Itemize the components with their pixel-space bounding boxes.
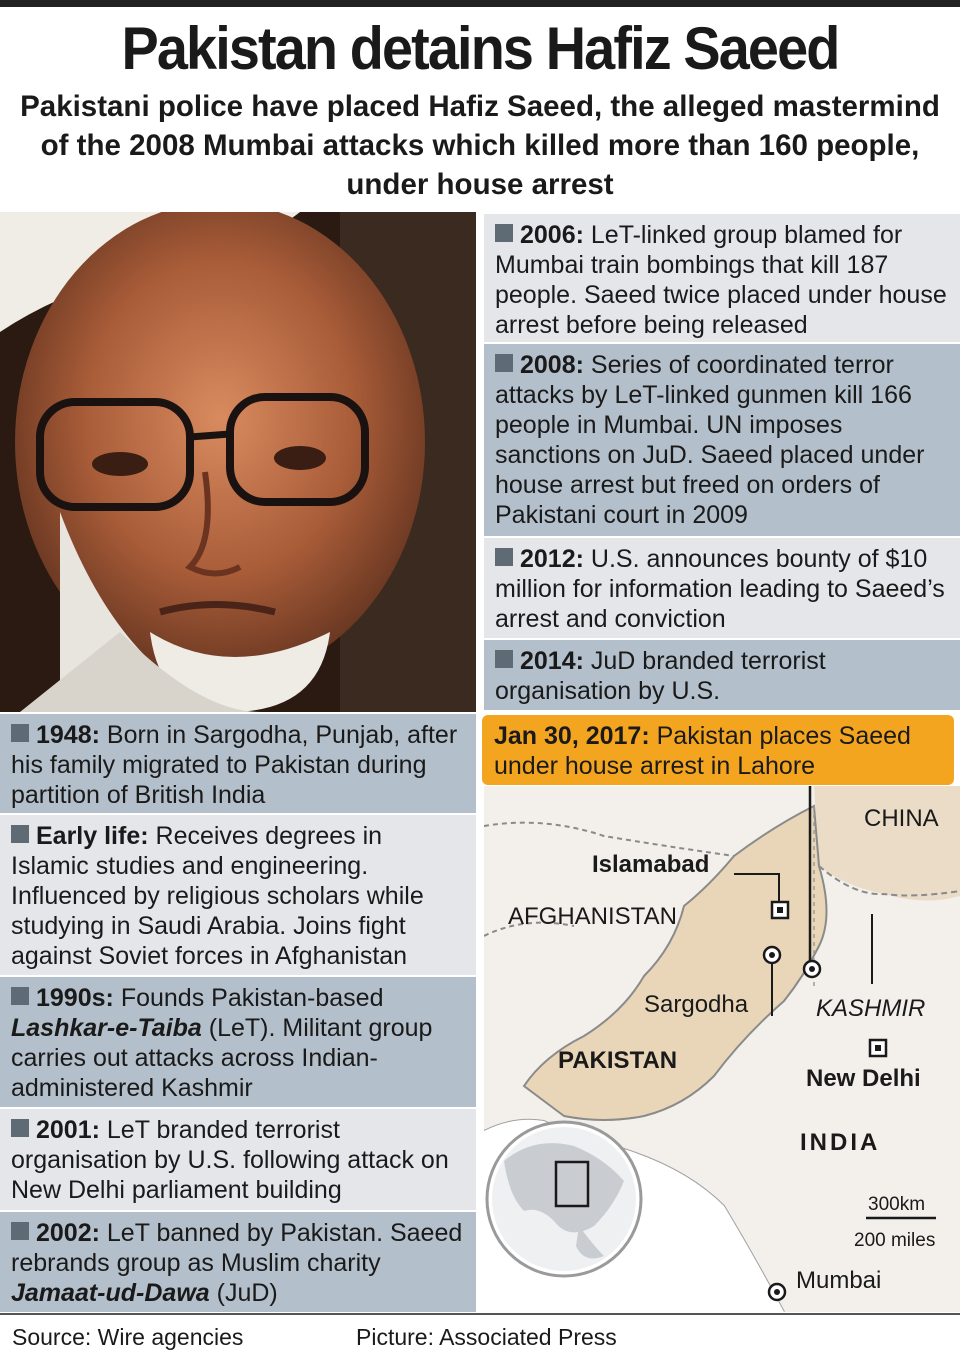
timeline-entry-2006 [484,214,960,342]
entry-year: 2012: [520,545,584,573]
bullet-square-icon [11,1222,29,1240]
entry-year: 2001: [36,1116,100,1144]
entry-text: Born in Sargodha, Punjab, after his family migrated to Pakistan during partition of British India [11,721,458,809]
highlight-box-2017 [482,715,954,785]
entry-year: 2006: [520,221,584,249]
label-china: CHINA [864,805,939,832]
bullet-square-icon [495,354,513,372]
label-mumbai: Mumbai [796,1267,882,1294]
footer [0,1313,960,1362]
entry-year: 2002: [36,1219,100,1247]
label-afghanistan: AFGHANISTAN [508,903,677,930]
scale-km: 300km [868,1194,926,1215]
timeline-entry-2001 [0,1109,476,1210]
entry-year: Early life: [36,822,149,850]
entry-year: 2008: [520,351,584,379]
bullet-square-icon [11,825,29,843]
globe-inset-icon [487,1122,641,1276]
scale-miles: 200 miles [854,1230,936,1251]
label-new-delhi: New Delhi [806,1065,921,1092]
bullet-square-icon [495,548,513,566]
top-rule [0,0,960,7]
entry-year: 2014: [520,647,584,675]
subheadline: Pakistani police have placed Hafiz Saeed, the alleged mastermind of the 2008 Mumbai attacks which killed more than 160 people, under house arrest [20,90,940,201]
timeline-entry-early-life [0,815,476,975]
label-sargodha: Sargodha [644,991,749,1018]
headline: Pakistan detains Hafiz Saeed [121,15,839,82]
label-india: INDIA [800,1129,881,1156]
region-map [484,786,960,1312]
portrait-photo [0,212,476,712]
entry-text: (LeT). Militant group carries out attacks across Indian-administered Kashmir [11,1014,433,1102]
timeline-entry-1948 [0,714,476,813]
entry-text: LeT-linked group blamed for Mumbai train bombings that kill 187 people. Saeed twice placed under house arrest before being released [495,221,947,339]
label-pakistan: PAKISTAN [558,1047,678,1074]
bullet-square-icon [11,987,29,1005]
label-islamabad: Islamabad [592,851,710,878]
entry-text: U.S. announces bounty of $10 million for information leading to Saeed’s arrest and conviction [495,545,945,633]
entry-text: Founds Pakistan-based [120,984,384,1012]
bullet-square-icon [11,724,29,742]
bullet-square-icon [495,224,513,242]
entry-text: (JuD) [216,1279,278,1307]
entry-text: Series of coordinated terror attacks by LeT-linked gunmen kill 166 people in Mumbai. UN imposes sanctions on JuD. Saeed placed under house arrest but freed on orders of Pakistani court in 2009 [495,351,925,529]
highlight-date: Jan 30, 2017: [494,722,650,750]
portrait-illustration [0,212,476,712]
timeline-entry-2002 [0,1212,476,1312]
entry-text: JuD branded terrorist organisation by U.S. [495,647,826,705]
picture-credit: Picture: Associated Press [356,1324,617,1350]
entry-text: LeT branded terrorist organisation by U.S. following attack on New Delhi parliament building [11,1116,449,1204]
entry-emphasis: Lashkar-e-Taiba [11,1014,202,1042]
timeline-entry-2008 [484,344,960,536]
entry-year: 1990s: [36,984,114,1012]
highlight-text: Pakistan places Saeed under house arrest in Lahore [494,722,911,780]
entry-year: 1948: [36,721,100,749]
entry-text: LeT banned by Pakistan. Saeed rebrands group as Muslim charity [11,1219,463,1277]
timeline-entry-2014 [484,640,960,710]
bullet-square-icon [495,650,513,668]
timeline-entry-1990s [0,977,476,1107]
label-kashmir: KASHMIR [816,995,926,1022]
source-credit: Source: Wire agencies [12,1324,244,1350]
bullet-square-icon [11,1119,29,1137]
entry-emphasis: Jamaat-ud-Dawa [11,1279,210,1307]
timeline-entry-2012 [484,538,960,638]
entry-text: Receives degrees in Islamic studies and engineering. Influenced by religious scholars while studying in Saudi Arabia. Joins fight against Soviet forces in Afghanistan [11,822,424,970]
